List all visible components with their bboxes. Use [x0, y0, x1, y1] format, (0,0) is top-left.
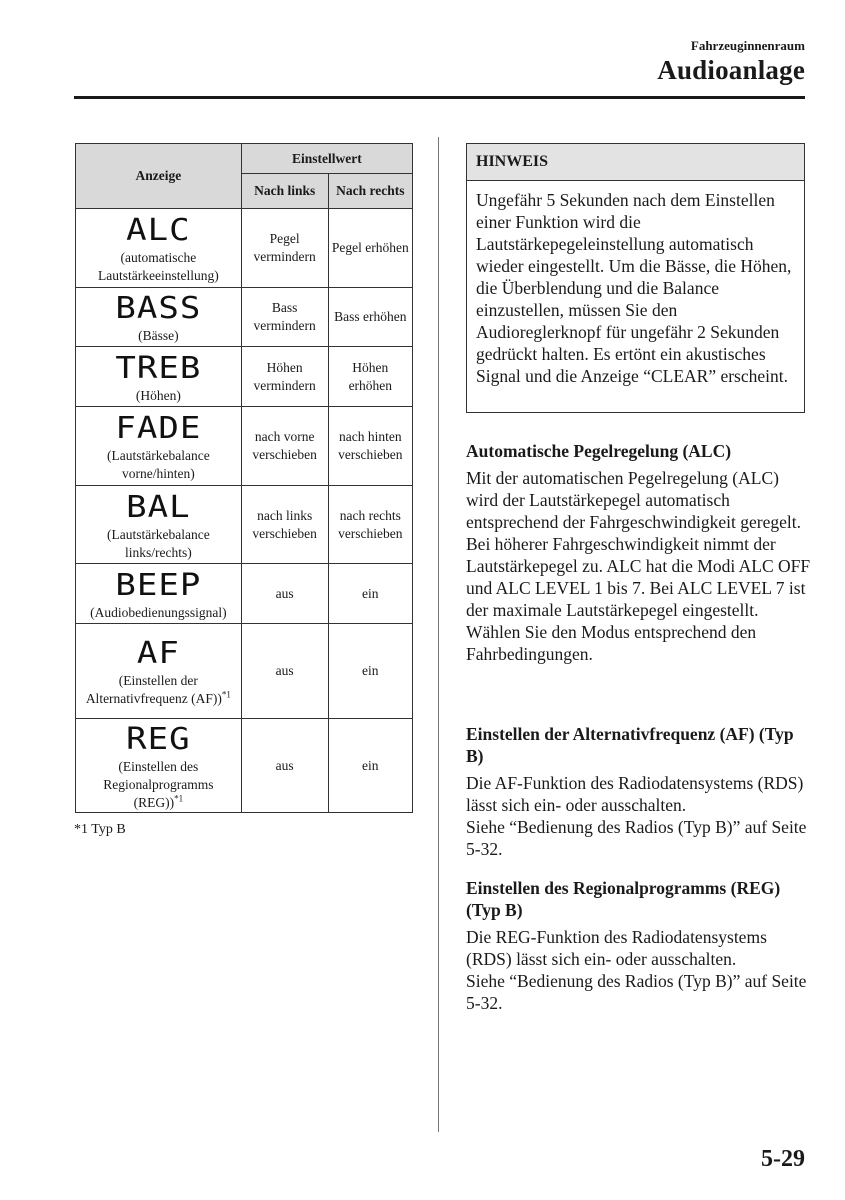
- table-row: [76, 347, 413, 407]
- row-desc: (Audiobedienungssignal): [90, 604, 227, 620]
- row-desc: (Höhen): [135, 387, 181, 403]
- table-row: [76, 719, 413, 813]
- lcd-display: BASS: [115, 290, 202, 326]
- section-heading: Einstellen des Regionalprogramms (REG) (Typ B): [466, 878, 781, 920]
- row-right: ein: [328, 719, 412, 813]
- row-desc: (automatische Lautstärkeeinstellung): [97, 250, 219, 283]
- row-right: Pegel erhöhen: [328, 209, 412, 288]
- note-box: [466, 143, 805, 413]
- section-body: Die REG-Funktion des Radiodatensystems (RDS) lässt sich ein- oder ausschalten.: [466, 927, 767, 969]
- lcd-display: BEEP: [115, 566, 202, 603]
- row-right: ein: [328, 564, 412, 624]
- footnote: *1 Typ B: [74, 822, 126, 837]
- table-row: [76, 624, 413, 719]
- section-alc: [466, 440, 811, 665]
- row-left: nach links verschieben: [241, 486, 328, 564]
- section-heading: Automatische Pegelregelung (ALC): [466, 441, 732, 461]
- row-left: aus: [241, 719, 328, 813]
- lcd-display: TREB: [115, 349, 202, 386]
- lcd-display: BAL: [126, 488, 191, 525]
- section-body: Mit der automatischen Pegelregelung (ALC) wird der Lautstärkepegel automatisch entsprechend der Fahrgeschwindigkeit geregelt. Bei höherer Fahrgeschwindigkeit nimmt der Lautstärkepegel zu. ALC hat die Modi ALC OFF und ALC LEVEL 1 bis 7. Bei ALC LEVEL 7 ist der maximale Lautstärkepegel eingestellt. Wählen Sie den Modus entsprechend den Fahrbedingungen.: [466, 468, 811, 664]
- row-right: nach hinten verschieben: [328, 407, 412, 486]
- row-left: aus: [241, 564, 328, 624]
- table-row: [76, 209, 413, 288]
- row-desc: (Bässe): [138, 328, 179, 343]
- row-left: Pegel vermindern: [241, 209, 328, 288]
- lcd-display: FADE: [115, 410, 202, 446]
- row-left: aus: [241, 624, 328, 719]
- row-desc: (Lautstärkebalance links/rechts): [107, 526, 210, 560]
- row-right: nach rechts verschieben: [328, 486, 412, 564]
- section-af: [466, 723, 811, 860]
- note-text: Ungefähr 5 Sekunden nach dem Einstellen einer Funktion wird die Lautstärkepegeleinstellung automatisch wieder eingestellt. Um die Bässe, die Höhen, die Überblendung und die Balance einzustellen, müssen Sie den Audioreglerknopf für ungefähr 2 Sekunden gedrückt halten. Es ertönt ein akustisches Signal und die Anzeige “CLEAR” erscheint.: [476, 190, 792, 386]
- row-left: Höhen vermindern: [241, 347, 328, 407]
- table-row: [76, 407, 413, 486]
- section-reference: Siehe “Bedienung des Radios (Typ B)” auf Seite 5-32.: [466, 971, 807, 1013]
- header-display: Anzeige: [76, 144, 242, 209]
- settings-table: [75, 143, 413, 813]
- lcd-display: ALC: [126, 212, 191, 248]
- row-desc: (Einstellen der Alternativfrequenz (AF)): [85, 673, 222, 706]
- lcd-display: REG: [126, 720, 191, 757]
- row-left: nach vorne verschieben: [241, 407, 328, 486]
- header-right: Nach rechts: [328, 174, 412, 209]
- section-heading: Einstellen der Alternativfrequenz (AF) (Typ B): [466, 724, 794, 766]
- row-right: ein: [328, 624, 412, 719]
- header-rule: [74, 96, 805, 99]
- column-divider: [438, 137, 439, 1132]
- row-right: Bass erhöhen: [328, 288, 412, 347]
- section-reference: Siehe “Bedienung des Radios (Typ B)” auf Seite 5-32.: [466, 817, 807, 859]
- table-row: [76, 288, 413, 347]
- header-left: Nach links: [241, 174, 328, 209]
- footnote-marker: *1: [174, 793, 184, 803]
- row-desc: (Einstellen des Regionalprogramms (REG)): [103, 758, 214, 810]
- page-number: 5-29: [761, 1146, 805, 1172]
- page-title: Audioanlage: [657, 55, 805, 85]
- footnote-marker: *1: [221, 689, 231, 700]
- section-label: Fahrzeuginnenraum: [690, 38, 805, 53]
- header-value: Einstellwert: [241, 144, 412, 174]
- section-reg: [466, 877, 811, 1014]
- table-row: [76, 486, 413, 564]
- section-body: Die AF-Funktion des Radiodatensystems (RDS) lässt sich ein- oder ausschalten.: [466, 773, 804, 815]
- row-left: Bass vermindern: [241, 288, 328, 347]
- row-desc: (Lautstärkebalance vorne/hinten): [107, 448, 210, 481]
- table-row: [76, 564, 413, 624]
- lcd-display: AF: [136, 635, 180, 671]
- note-title: HINWEIS: [467, 144, 804, 181]
- row-right: Höhen erhöhen: [328, 347, 412, 407]
